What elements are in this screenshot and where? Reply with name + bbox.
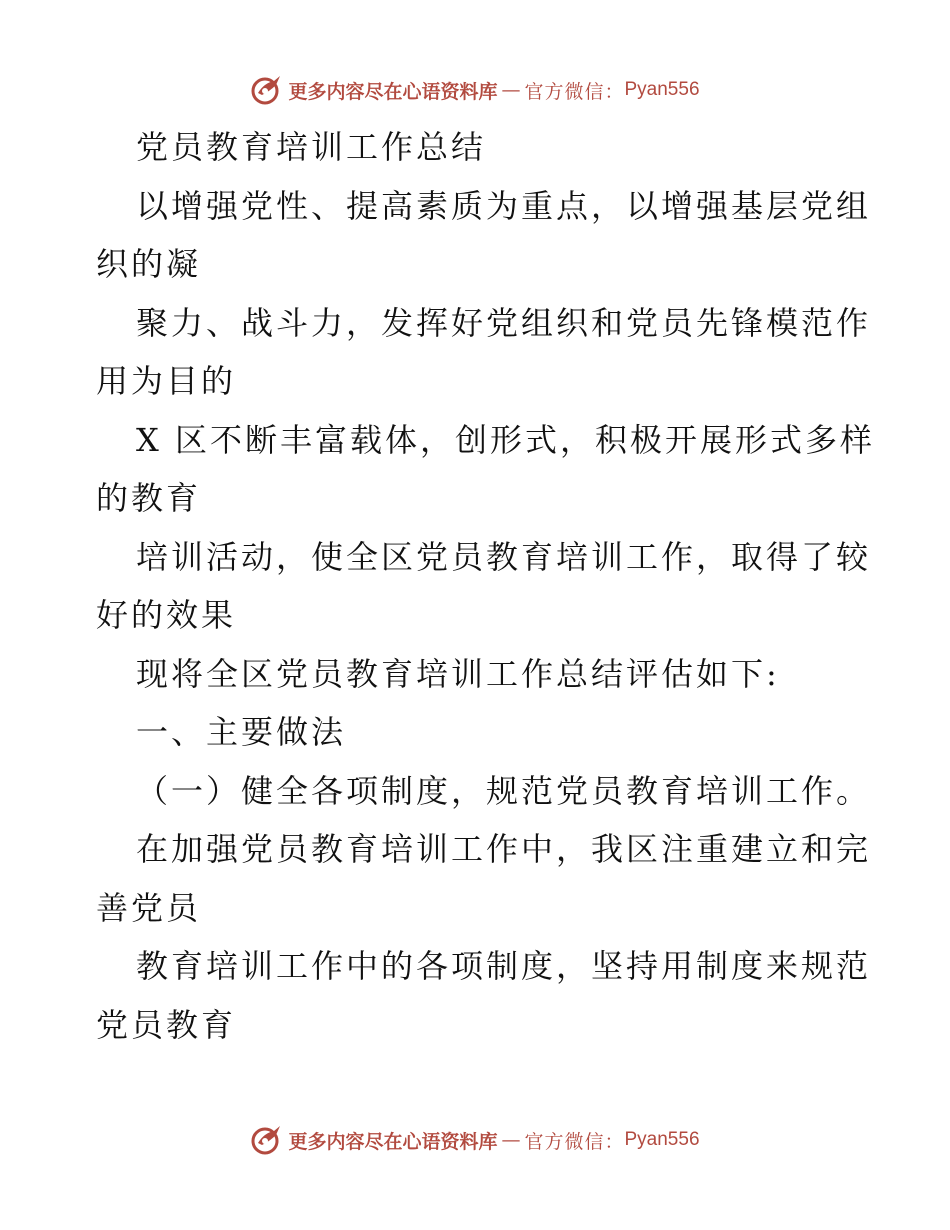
banner-wechat-label: 官方微信： xyxy=(524,80,625,103)
pen-logo-icon xyxy=(250,73,284,107)
document-body xyxy=(96,118,875,1054)
banner-wechat-id: Pyan556 xyxy=(624,1129,700,1150)
text-line: 织的凝 xyxy=(96,245,202,283)
text-line: 用为目的 xyxy=(96,362,237,400)
banner-separator: — xyxy=(501,79,521,101)
footer-banner xyxy=(0,1120,950,1160)
text-line: 的教育 xyxy=(96,479,202,517)
text-line: 党员教育 xyxy=(96,1005,237,1044)
text-line: 在加强党员教育培训工作中，我区注重建立和完 xyxy=(136,830,872,868)
banner-wechat-label: 官方微信： xyxy=(524,1130,625,1153)
banner-title: 更多内容尽在心语资料库 xyxy=(288,1130,498,1153)
banner-wechat-id: Pyan556 xyxy=(624,79,700,100)
text-line: 一、主要做法 xyxy=(136,713,347,751)
header-banner xyxy=(0,70,950,110)
text-line: 教育培训工作中的各项制度，坚持用制度来规范 xyxy=(136,947,872,985)
text-line: 好的效果 xyxy=(96,596,237,634)
text-line: 善党员 xyxy=(96,888,202,927)
text-line: 党员教育培训工作总结 xyxy=(136,128,487,166)
banner-title: 更多内容尽在心语资料库 xyxy=(288,80,498,103)
text-line: X 区不断丰富载体，创形式，积极开展形式多样 xyxy=(136,420,875,459)
text-line: （一）健全各项制度，规范党员教育培训工作。 xyxy=(136,771,872,810)
text-line: 以增强党性、提高素质为重点，以增强基层党组 xyxy=(136,186,872,225)
pen-logo-icon xyxy=(250,1123,284,1157)
text-line: 培训活动，使全区党员教育培训工作，取得了较 xyxy=(136,537,872,576)
banner-separator: — xyxy=(501,1129,521,1151)
text-line: 现将全区党员教育培训工作总结评估如下: xyxy=(136,654,780,693)
text-line: 聚力、战斗力，发挥好党组织和党员先锋模范作 xyxy=(136,303,872,342)
